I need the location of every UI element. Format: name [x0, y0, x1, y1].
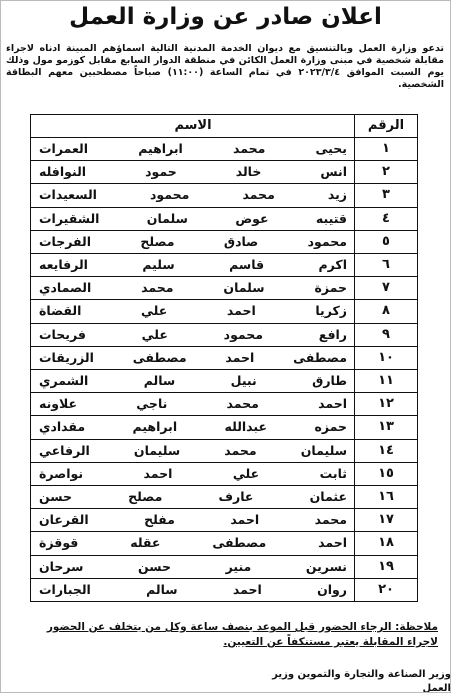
- table-header: [31, 115, 417, 138]
- row-name: مصطفى احمد مصطفى الزريقات: [39, 349, 347, 365]
- table-row: [31, 508, 417, 532]
- table-row: [31, 137, 417, 161]
- table-row: [31, 531, 417, 555]
- row-name: حمزه عبدالله ابراهيم مقدادي: [39, 419, 347, 435]
- row-name: محمود صادق مصلح الفرجات: [39, 233, 347, 249]
- page-title: اعلان صادر عن وزارة العمل: [69, 4, 382, 30]
- table-row: [31, 555, 417, 579]
- row-number: ١١: [378, 373, 394, 388]
- row-number: ٨: [382, 303, 390, 319]
- row-number: ٢: [382, 164, 390, 180]
- row-number: ١٧: [378, 512, 394, 528]
- header-name: الاسم: [174, 118, 212, 133]
- row-number: ١٣: [378, 419, 394, 435]
- table-row: [31, 578, 417, 601]
- row-name: اكرم قاسم سليم الرفايعه: [39, 257, 347, 272]
- row-name: عثمان عارف مصلح حسن: [39, 489, 347, 504]
- row-name: احمد مصطفى عقله قوقزة: [39, 535, 347, 551]
- table-row: [31, 485, 417, 509]
- row-number: ٦: [382, 257, 390, 272]
- row-name: ثابت علي احمد نواصرة: [39, 465, 347, 481]
- table-row: [31, 439, 417, 463]
- names-table: [30, 114, 418, 602]
- row-number: ٩: [382, 326, 390, 342]
- row-name: روان احمد سالم الجبارات: [39, 581, 347, 597]
- row-name: حمزة سلمان محمد الصمادي: [39, 280, 347, 296]
- table-row: [31, 299, 417, 323]
- row-number: ٢٠: [378, 581, 394, 597]
- row-number: ١: [382, 141, 390, 156]
- row-number: ٣: [382, 187, 390, 203]
- row-name: زيد محمد محمود السعيدات: [39, 187, 347, 203]
- row-number: ١٥: [378, 465, 394, 481]
- row-name: نسرين منير حسن سرحان: [39, 558, 347, 574]
- row-name: انس خالد حمود النوافله: [39, 164, 347, 180]
- table-row: [31, 462, 417, 486]
- row-name: يحيى محمد ابراهيم العمرات: [39, 141, 347, 156]
- row-number: ١٢: [378, 396, 394, 412]
- table-row: [31, 392, 417, 416]
- row-name: سليمان محمد سليمان الرفاعي: [39, 442, 347, 458]
- row-name: قتيبه عوض سلمان الشقيرات: [39, 210, 347, 226]
- row-number: ١٤: [378, 442, 394, 458]
- row-number: ١٨: [378, 535, 394, 551]
- table-row: [31, 415, 417, 439]
- row-number: ٧: [382, 280, 390, 296]
- table-row: [31, 253, 417, 277]
- table-row: [31, 276, 417, 300]
- table-row: [31, 207, 417, 231]
- row-number: ١٩: [378, 558, 394, 574]
- table-row: [31, 230, 417, 254]
- table-row: [31, 323, 417, 347]
- row-number: ١٦: [378, 489, 394, 504]
- table-row: [31, 160, 417, 184]
- table-row: [31, 183, 417, 207]
- table-row: [31, 346, 417, 370]
- signature: وزير الصناعة والتجارة والتموين وزير العمل: [272, 669, 451, 694]
- header-number: الرقم: [367, 118, 405, 133]
- note-text: ملاحظة: الرجاء الحضور قبل الموعد بنصف ساعة وكل من يتخلف عن الحضور لاجراء المقابلة يعتبر مستنكفاً عن التعيين.: [46, 621, 438, 648]
- row-name: زكريا احمد علي القضاة: [39, 303, 347, 319]
- row-name: محمد احمد مفلح القرعان: [39, 512, 347, 528]
- row-name: طارق نبيل سالم الشمري: [39, 373, 347, 388]
- row-name: رافع محمود علي فريحات: [39, 326, 347, 342]
- table-row: [31, 369, 417, 393]
- intro-paragraph: تدعو وزارة العمل وبالتنسيق مع ديوان الخدمة المدنية التالية اسماؤهم المبينة ادناه لاجراء مقابلة شخصية في مبنى وزارة العمل الكائن في منطقة الدوار السابع مقابل كوزمو مول وذلك يوم السبت الموافق ٢٠٢٣/٣/٤ في تمام الساعة (١١:٠٠) صباحاً مصطحبين معهم البطاقة الشخصية.: [6, 43, 444, 90]
- row-number: ١٠: [378, 349, 394, 365]
- row-name: احمد محمد ناجي علاونه: [39, 396, 347, 412]
- row-number: ٥: [382, 233, 390, 249]
- row-number: ٤: [382, 210, 390, 226]
